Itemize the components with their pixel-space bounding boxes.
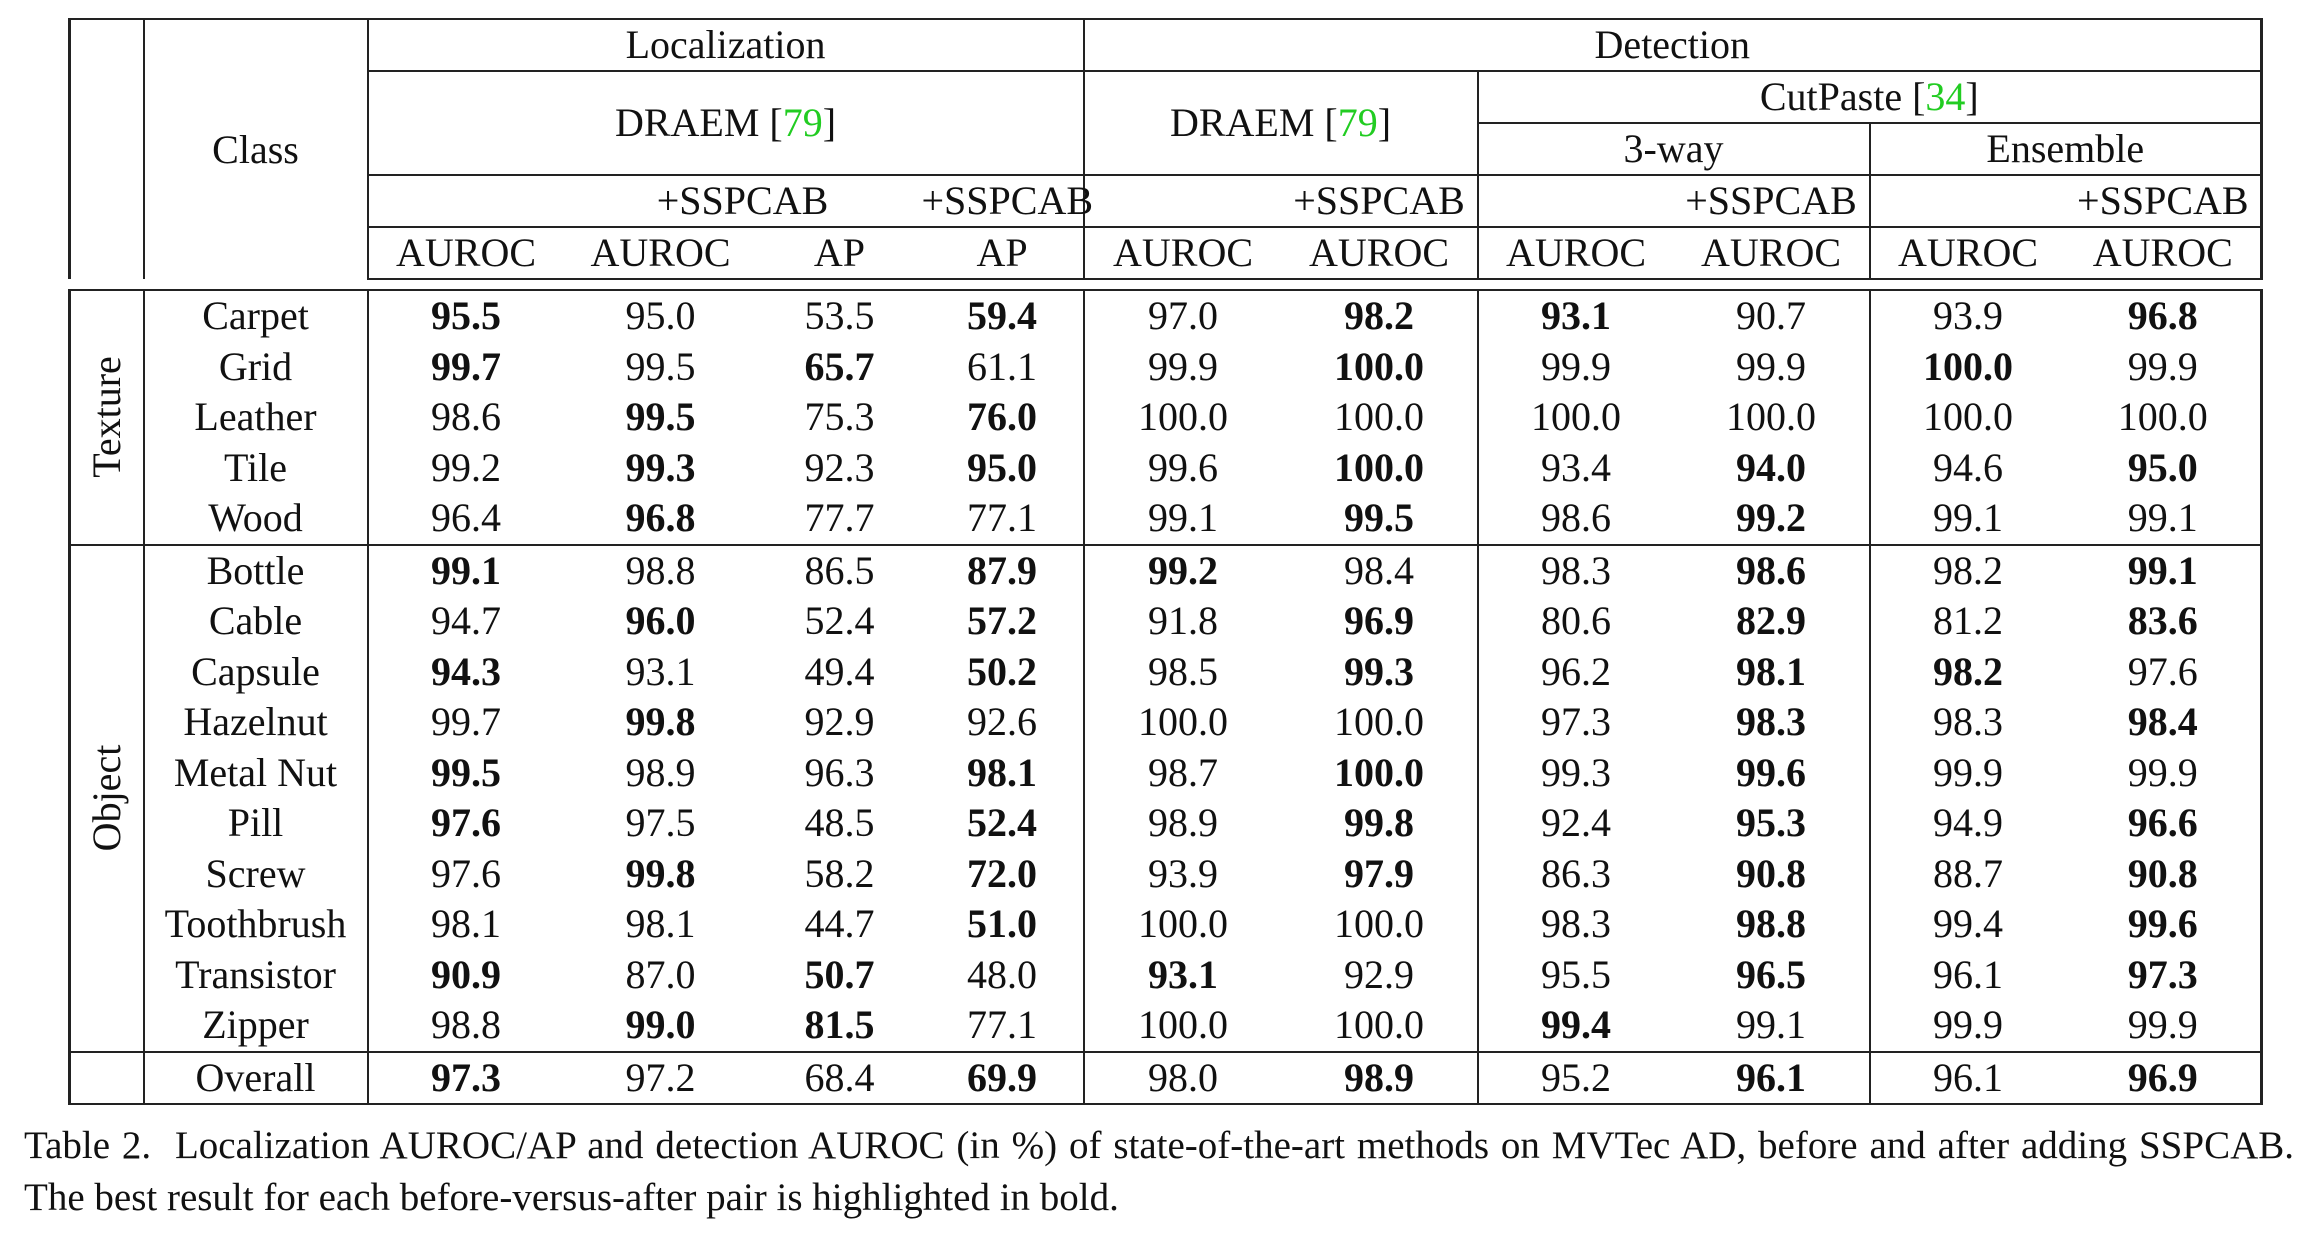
value-cell-det-draem-auroc: 98.5 — [1084, 647, 1282, 698]
value-cell-det-draem-auroc: 99.6 — [1084, 443, 1282, 494]
group-object — [70, 545, 144, 1052]
table-row — [70, 290, 2262, 342]
value-cell-cp3-sspcab-auroc: 94.0 — [1736, 444, 1807, 490]
value-cell-loc-draem-ap: 96.3 — [804, 749, 875, 795]
value-cell-loc-draem-ap: 92.3 — [804, 444, 875, 490]
value-cell-cp3-base-auroc: 99.3 — [1478, 748, 1674, 799]
value-cell-det-sspcab-auroc: 99.5 — [1282, 493, 1478, 545]
value-cell-det-draem-auroc: 100.0 — [1084, 899, 1282, 950]
value-cell-loc-draem-ap: 49.4 — [804, 648, 875, 694]
value-cell-det-sspcab-auroc: 98.2 — [1282, 290, 1478, 342]
class-name: Cable — [144, 596, 368, 647]
table-row-overall — [70, 1052, 2262, 1105]
value-cell-det-draem-auroc: 98.7 — [1084, 748, 1282, 799]
value-cell-cp3-sspcab-auroc: 99.9 — [1736, 343, 1807, 389]
value-cell-loc-sspcab-ap: 72.0 — [967, 850, 1038, 896]
value-cell-cpens-base-auroc: 98.2 — [1870, 647, 2066, 698]
value-cell-loc-sspcab-ap: 50.2 — [967, 648, 1038, 694]
table-row — [70, 849, 2262, 900]
header-blank — [1478, 175, 1674, 227]
value-cell-loc-sspcab-auroc: 99.3 — [625, 444, 696, 490]
table-row — [70, 392, 2262, 443]
value-cell-loc-draem-ap: 52.4 — [804, 598, 875, 644]
draem-ref: 79 — [1337, 100, 1378, 145]
value-cell-det-sspcab-auroc: 100.0 — [1334, 444, 1425, 490]
value-cell-loc-sspcab-auroc: 98.9 — [625, 749, 696, 795]
value-cell-loc-sspcab-auroc: 99.5 — [625, 343, 696, 389]
value-cell-cpens-base-auroc: 96.1 — [1870, 1052, 2066, 1105]
value-cell-loc-draem-ap: 44.7 — [804, 901, 875, 947]
table-row — [70, 647, 2262, 698]
value-cell-cpens-base-auroc: 93.9 — [1870, 290, 2066, 342]
class-name: Hazelnut — [144, 697, 368, 748]
value-cell-cpens-sspcab-auroc: 97.3 — [2066, 950, 2262, 1001]
results-table — [68, 18, 2263, 1105]
value-cell-cp3-base-auroc: 100.0 — [1478, 392, 1674, 443]
value-cell-loc-sspcab-ap: 76.0 — [967, 394, 1038, 440]
value-cell-det-sspcab-auroc: 100.0 — [1334, 699, 1425, 745]
class-name: Overall — [144, 1052, 368, 1105]
class-name: Tile — [144, 443, 368, 494]
group-object-label: Object — [83, 744, 129, 852]
value-cell-cp3-base-auroc: 99.4 — [1478, 1000, 1674, 1052]
value-cell-cp3-sspcab-auroc: 90.7 — [1674, 290, 1870, 342]
value-cell-det-draem-auroc: 100.0 — [1084, 392, 1282, 443]
value-cell-loc-draem-ap: 86.5 — [804, 547, 875, 593]
group-overall-blank — [70, 1052, 144, 1105]
value-cell-cpens-base-auroc: 100.0 — [1870, 392, 2066, 443]
value-cell-cp3-sspcab-auroc: 100.0 — [1726, 394, 1817, 440]
value-cell-loc-sspcab-auroc: 99.0 — [564, 1000, 758, 1052]
value-cell-loc-sspcab-auroc: 96.0 — [625, 598, 696, 644]
value-cell-det-sspcab-auroc: 99.3 — [1344, 648, 1415, 694]
value-cell-loc-sspcab-ap: 92.6 — [967, 699, 1038, 745]
value-cell-cpens-sspcab-auroc: 97.6 — [2066, 647, 2262, 698]
value-cell-loc-draem-auroc: 99.5 — [368, 748, 564, 799]
value-cell-loc-sspcab-ap: 77.1 — [922, 1000, 1084, 1052]
value-cell-det-draem-auroc: 99.2 — [1084, 545, 1282, 597]
header-auroc: AUROC — [1478, 227, 1674, 279]
header-draem-detection: DRAEM [79] — [1084, 71, 1478, 175]
value-cell-det-draem-auroc: 93.1 — [1084, 950, 1282, 1001]
class-name: Transistor — [144, 950, 368, 1001]
value-cell-cp3-base-auroc: 95.5 — [1478, 950, 1674, 1001]
group-texture-label: Texture — [83, 356, 129, 479]
value-cell-cpens-base-auroc: 99.1 — [1870, 493, 2066, 545]
header-row-4 — [70, 175, 2262, 227]
value-cell-det-draem-auroc: 91.8 — [1084, 596, 1282, 647]
value-cell-loc-sspcab-auroc: 96.8 — [564, 493, 758, 545]
value-cell-cpens-sspcab-auroc: 98.4 — [2066, 697, 2262, 748]
value-cell-loc-sspcab-auroc: 99.8 — [625, 699, 696, 745]
value-cell-det-sspcab-auroc: 96.9 — [1344, 598, 1415, 644]
value-cell-cp3-sspcab-auroc: 90.8 — [1736, 850, 1807, 896]
table-row — [70, 493, 2262, 545]
value-cell-cp3-base-auroc: 80.6 — [1478, 596, 1674, 647]
value-cell-cpens-sspcab-auroc: 99.1 — [2066, 545, 2262, 597]
header-row-1 — [70, 19, 2262, 71]
value-cell-det-sspcab-auroc: 100.0 — [1334, 343, 1425, 389]
value-cell-cp3-base-auroc: 97.3 — [1478, 697, 1674, 748]
value-cell-cp3-base-auroc: 95.2 — [1478, 1052, 1674, 1105]
class-name: Grid — [144, 342, 368, 393]
class-name: Capsule — [144, 647, 368, 698]
value-cell-loc-sspcab-ap: 98.1 — [967, 749, 1038, 795]
header-class: Class — [144, 19, 368, 279]
value-cell-det-sspcab-auroc: 98.4 — [1344, 547, 1415, 593]
value-cell-loc-draem-auroc: 96.4 — [368, 493, 564, 545]
value-cell-loc-draem-ap: 65.7 — [804, 343, 875, 389]
value-cell-cp3-base-auroc: 93.1 — [1478, 290, 1674, 342]
caption-label: Table 2. — [24, 1124, 152, 1167]
header-3-way: 3-way — [1478, 123, 1870, 175]
table-row — [70, 899, 2262, 950]
value-cell-loc-draem-auroc: 99.1 — [368, 545, 564, 597]
value-cell-loc-sspcab-auroc: 97.5 — [625, 800, 696, 846]
header-sspcab: +SSPCAB — [2066, 175, 2262, 227]
class-name: Screw — [144, 849, 368, 900]
value-cell-loc-draem-ap: 75.3 — [804, 394, 875, 440]
value-cell-loc-sspcab-auroc: 97.2 — [564, 1052, 758, 1105]
class-name: Toothbrush — [144, 899, 368, 950]
value-cell-det-draem-auroc: 98.9 — [1084, 798, 1282, 849]
header-blank — [368, 175, 564, 227]
table-row — [70, 697, 2262, 748]
value-cell-cpens-sspcab-auroc: 96.6 — [2066, 798, 2262, 849]
value-cell-loc-sspcab-ap: 48.0 — [967, 951, 1038, 997]
value-cell-loc-draem-auroc: 94.3 — [368, 647, 564, 698]
value-cell-cp3-sspcab-auroc: 99.1 — [1674, 1000, 1870, 1052]
value-cell-loc-draem-auroc: 97.6 — [368, 798, 564, 849]
header-auroc: AUROC — [1084, 227, 1282, 279]
value-cell-loc-draem-ap: 81.5 — [758, 1000, 922, 1052]
class-name: Carpet — [144, 290, 368, 342]
value-cell-cp3-base-auroc: 92.4 — [1478, 798, 1674, 849]
value-cell-det-sspcab-auroc: 100.0 — [1282, 1000, 1478, 1052]
value-cell-loc-draem-auroc: 97.6 — [368, 849, 564, 900]
value-cell-cp3-base-auroc: 86.3 — [1478, 849, 1674, 900]
value-cell-loc-sspcab-ap: 95.0 — [967, 444, 1038, 490]
value-cell-cp3-base-auroc: 98.3 — [1478, 899, 1674, 950]
value-cell-cp3-sspcab-auroc: 98.3 — [1736, 699, 1807, 745]
value-cell-cpens-sspcab-auroc: 99.6 — [2066, 899, 2262, 950]
value-cell-cp3-sspcab-auroc: 99.2 — [1674, 493, 1870, 545]
value-cell-cpens-base-auroc: 99.9 — [1870, 1000, 2066, 1052]
value-cell-cpens-base-auroc: 81.2 — [1870, 596, 2066, 647]
value-cell-cp3-sspcab-auroc: 82.9 — [1736, 598, 1807, 644]
value-cell-loc-sspcab-auroc: 95.0 — [564, 290, 758, 342]
value-cell-loc-sspcab-ap: 77.1 — [922, 493, 1084, 545]
header-ap: AP — [758, 227, 922, 279]
value-cell-loc-sspcab-ap: 51.0 — [967, 901, 1038, 947]
value-cell-det-sspcab-auroc: 97.9 — [1344, 850, 1415, 896]
value-cell-loc-sspcab-ap: 87.9 — [967, 547, 1038, 593]
class-name: Leather — [144, 392, 368, 443]
value-cell-loc-sspcab-ap: 59.4 — [922, 290, 1084, 342]
draem-ref: 79 — [782, 100, 823, 145]
value-cell-det-sspcab-auroc: 99.8 — [1344, 800, 1415, 846]
header-localization: Localization — [368, 19, 1084, 71]
value-cell-loc-draem-auroc: 98.1 — [368, 899, 564, 950]
header-auroc: AUROC — [1282, 227, 1478, 279]
value-cell-cp3-base-auroc: 98.3 — [1478, 545, 1674, 597]
value-cell-loc-draem-ap: 48.5 — [804, 800, 875, 846]
value-cell-loc-draem-auroc: 95.5 — [368, 290, 564, 342]
value-cell-cp3-base-auroc: 98.6 — [1478, 493, 1674, 545]
header-ensemble: Ensemble — [1870, 123, 2262, 175]
value-cell-det-draem-auroc: 97.0 — [1084, 290, 1282, 342]
value-cell-cpens-base-auroc: 88.7 — [1870, 849, 2066, 900]
header-blank — [1084, 175, 1282, 227]
value-cell-loc-sspcab-ap: 69.9 — [922, 1052, 1084, 1105]
value-cell-cp3-base-auroc: 99.9 — [1478, 342, 1674, 393]
header-auroc: AUROC — [564, 227, 758, 279]
value-cell-cp3-sspcab-auroc: 96.1 — [1674, 1052, 1870, 1105]
cutpaste-ref: 34 — [1925, 74, 1966, 119]
value-cell-loc-draem-ap: 50.7 — [804, 951, 875, 997]
value-cell-cpens-sspcab-auroc: 99.1 — [2066, 493, 2262, 545]
header-blank — [1870, 175, 2066, 227]
header-sspcab: +SSPCAB — [564, 175, 922, 227]
value-cell-loc-sspcab-auroc: 87.0 — [625, 951, 696, 997]
value-cell-loc-sspcab-auroc: 98.8 — [625, 547, 696, 593]
value-cell-loc-draem-ap: 58.2 — [804, 850, 875, 896]
value-cell-loc-draem-auroc: 98.8 — [368, 1000, 564, 1052]
value-cell-cpens-base-auroc: 98.3 — [1870, 697, 2066, 748]
value-cell-loc-sspcab-auroc: 98.1 — [625, 901, 696, 947]
value-cell-loc-draem-auroc: 99.7 — [368, 697, 564, 748]
value-cell-loc-draem-ap: 53.5 — [758, 290, 922, 342]
value-cell-loc-draem-auroc: 94.7 — [368, 596, 564, 647]
value-cell-cpens-sspcab-auroc: 99.9 — [2066, 748, 2262, 799]
header-cutpaste: CutPaste [34] — [1478, 71, 2262, 123]
results-table-container — [68, 18, 2260, 1105]
value-cell-cpens-sspcab-auroc: 99.9 — [2066, 1000, 2262, 1052]
cutpaste-label: CutPaste — [1759, 74, 1903, 119]
table-row — [70, 1000, 2262, 1052]
table-row — [70, 596, 2262, 647]
value-cell-det-sspcab-auroc: 100.0 — [1334, 749, 1425, 795]
header-group-corner — [70, 19, 144, 279]
class-name: Zipper — [144, 1000, 368, 1052]
header-sspcab: +SSPCAB — [1282, 175, 1478, 227]
value-cell-cpens-sspcab-auroc: 83.6 — [2066, 596, 2262, 647]
value-cell-cpens-base-auroc: 94.9 — [1870, 798, 2066, 849]
header-auroc: AUROC — [1674, 227, 1870, 279]
value-cell-loc-draem-ap: 68.4 — [758, 1052, 922, 1105]
class-name: Metal Nut — [144, 748, 368, 799]
table-row — [70, 342, 2262, 393]
value-cell-cpens-sspcab-auroc: 96.8 — [2066, 290, 2262, 342]
value-cell-cpens-base-auroc: 99.4 — [1870, 899, 2066, 950]
value-cell-det-draem-auroc: 93.9 — [1084, 849, 1282, 900]
value-cell-cp3-sspcab-auroc: 95.3 — [1736, 800, 1807, 846]
header-auroc: AUROC — [1870, 227, 2066, 279]
value-cell-loc-sspcab-auroc: 99.5 — [625, 394, 696, 440]
value-cell-cpens-sspcab-auroc: 90.8 — [2066, 849, 2262, 900]
value-cell-cp3-sspcab-auroc: 98.6 — [1736, 547, 1807, 593]
table-row — [70, 443, 2262, 494]
table-row — [70, 748, 2262, 799]
class-name: Wood — [144, 493, 368, 545]
value-cell-det-draem-auroc: 99.1 — [1084, 493, 1282, 545]
value-cell-loc-draem-auroc: 90.9 — [368, 950, 564, 1001]
table-row — [70, 950, 2262, 1001]
group-texture — [70, 290, 144, 545]
table-caption — [24, 1120, 2294, 1224]
header-draem-localization: DRAEM [79] — [368, 71, 1084, 175]
table-row — [70, 798, 2262, 849]
value-cell-loc-draem-auroc: 98.6 — [368, 392, 564, 443]
value-cell-det-draem-auroc: 98.0 — [1084, 1052, 1282, 1105]
value-cell-loc-sspcab-ap: 61.1 — [967, 343, 1038, 389]
table-gap — [70, 279, 2262, 290]
value-cell-det-draem-auroc: 99.9 — [1084, 342, 1282, 393]
header-auroc: AUROC — [2066, 227, 2262, 279]
caption-text: Localization AUROC/AP and detection AUROC (in %) of state-of-the-art methods on MVTec AD, before and after adding SSPCAB. The best result for each before-versus-after pair is highlighted in bold. — [24, 1124, 2295, 1219]
value-cell-loc-sspcab-auroc: 93.1 — [625, 648, 696, 694]
value-cell-cpens-base-auroc: 99.9 — [1870, 748, 2066, 799]
value-cell-cpens-base-auroc: 98.2 — [1870, 545, 2066, 597]
header-sspcab: +SSPCAB — [1674, 175, 1870, 227]
value-cell-cpens-base-auroc: 96.1 — [1870, 950, 2066, 1001]
value-cell-loc-sspcab-ap: 52.4 — [967, 800, 1038, 846]
value-cell-cp3-sspcab-auroc: 96.5 — [1736, 951, 1807, 997]
value-cell-loc-sspcab-auroc: 99.8 — [625, 850, 696, 896]
value-cell-cp3-sspcab-auroc: 98.8 — [1736, 901, 1807, 947]
header-auroc: AUROC — [368, 227, 564, 279]
value-cell-det-draem-auroc: 100.0 — [1084, 697, 1282, 748]
value-cell-cpens-sspcab-auroc: 95.0 — [2066, 443, 2262, 494]
value-cell-cp3-sspcab-auroc: 98.1 — [1736, 648, 1807, 694]
value-cell-loc-sspcab-ap: 57.2 — [967, 598, 1038, 644]
value-cell-cpens-base-auroc: 100.0 — [1870, 342, 2066, 393]
header-row-5 — [70, 227, 2262, 279]
header-sspcab: +SSPCAB — [922, 175, 1084, 227]
class-name: Bottle — [144, 545, 368, 597]
value-cell-loc-draem-auroc: 97.3 — [368, 1052, 564, 1105]
header-detection: Detection — [1084, 19, 2262, 71]
value-cell-cpens-base-auroc: 94.6 — [1870, 443, 2066, 494]
value-cell-cp3-base-auroc: 96.2 — [1478, 647, 1674, 698]
header-row-2 — [70, 71, 2262, 123]
value-cell-loc-draem-ap: 92.9 — [804, 699, 875, 745]
class-name: Pill — [144, 798, 368, 849]
value-cell-loc-draem-auroc: 99.7 — [368, 342, 564, 393]
draem-label: DRAEM — [1169, 100, 1315, 145]
value-cell-det-sspcab-auroc: 92.9 — [1344, 951, 1415, 997]
header-ap: AP — [922, 227, 1084, 279]
value-cell-cp3-base-auroc: 93.4 — [1478, 443, 1674, 494]
value-cell-loc-draem-auroc: 99.2 — [368, 443, 564, 494]
value-cell-loc-draem-ap: 77.7 — [758, 493, 922, 545]
value-cell-det-sspcab-auroc: 100.0 — [1334, 394, 1425, 440]
draem-label: DRAEM — [614, 100, 760, 145]
value-cell-cpens-sspcab-auroc: 99.9 — [2066, 342, 2262, 393]
value-cell-cpens-sspcab-auroc: 100.0 — [2066, 392, 2262, 443]
value-cell-det-sspcab-auroc: 98.9 — [1282, 1052, 1478, 1105]
value-cell-det-sspcab-auroc: 100.0 — [1334, 901, 1425, 947]
value-cell-cpens-sspcab-auroc: 96.9 — [2066, 1052, 2262, 1105]
value-cell-cp3-sspcab-auroc: 99.6 — [1736, 749, 1807, 795]
value-cell-det-draem-auroc: 100.0 — [1084, 1000, 1282, 1052]
table-row — [70, 545, 2262, 597]
